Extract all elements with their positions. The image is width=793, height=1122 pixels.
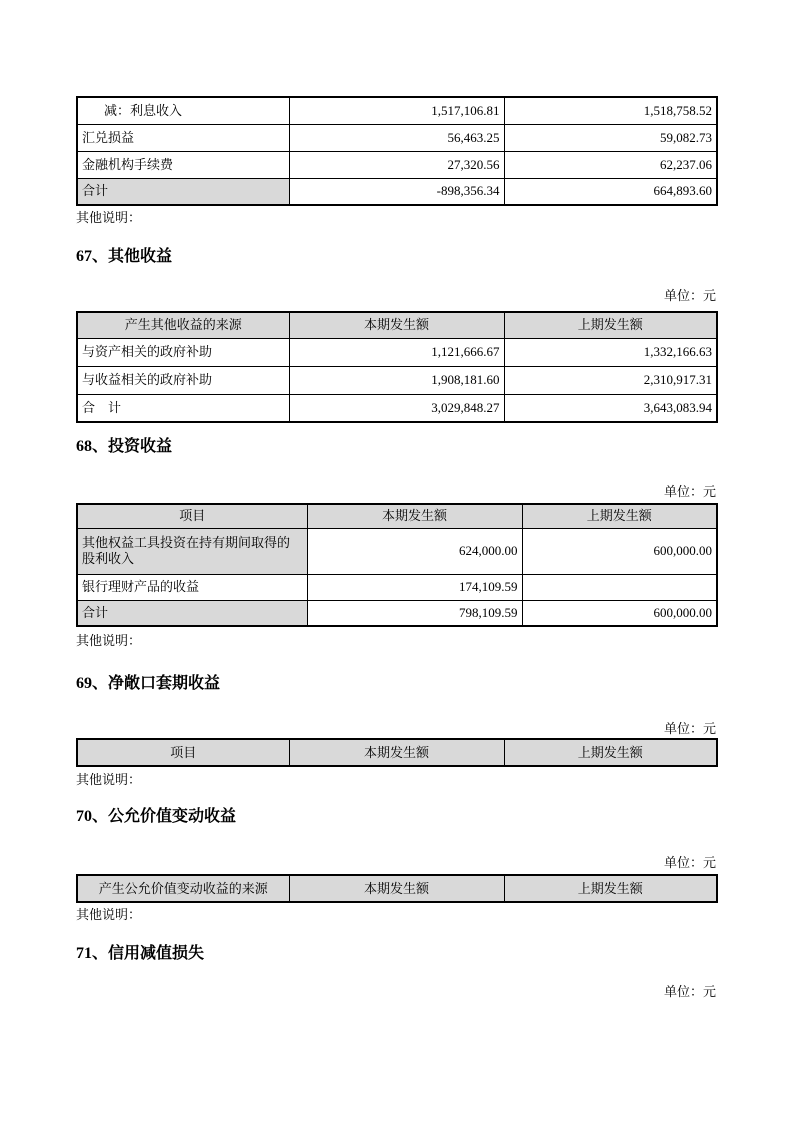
- current-amount: 798,109.59: [307, 600, 522, 626]
- row-label: 合计: [77, 600, 307, 626]
- current-amount: 1,121,666.67: [289, 338, 504, 366]
- column-header: 本期发生额: [307, 504, 522, 528]
- total-row: [77, 600, 717, 626]
- table-row: [77, 338, 717, 366]
- column-header: 上期发生额: [504, 875, 717, 902]
- previous-amount: 664,893.60: [504, 178, 717, 205]
- current-amount: 174,109.59: [307, 574, 522, 600]
- column-header: 本期发生额: [289, 739, 504, 766]
- investment-income-table: [76, 503, 718, 627]
- column-header: 上期发生额: [504, 312, 717, 338]
- previous-amount: 1,518,758.52: [504, 97, 717, 124]
- previous-amount: 62,237.06: [504, 151, 717, 178]
- current-amount: 1,517,106.81: [289, 97, 504, 124]
- previous-amount: 2,310,917.31: [504, 366, 717, 394]
- unit-label: 单位：元: [663, 984, 716, 999]
- unit-label: 单位：元: [663, 484, 716, 499]
- previous-amount: [522, 574, 717, 600]
- previous-amount: 3,643,083.94: [504, 394, 717, 422]
- row-label: 金融机构手续费: [77, 151, 289, 178]
- section-71-heading: 71、信用减值损失: [76, 945, 205, 962]
- current-amount: 27,320.56: [289, 151, 504, 178]
- row-label: 合 计: [77, 394, 289, 422]
- header-row: [77, 875, 717, 902]
- unit-label: 单位：元: [663, 288, 716, 303]
- financial-expense-table: [76, 96, 718, 206]
- current-amount: 624,000.00: [307, 528, 522, 574]
- table-row: [77, 151, 717, 178]
- unit-label: 单位：元: [663, 721, 716, 736]
- row-label: 减：利息收入: [77, 97, 289, 124]
- other-notes-label: 其他说明：: [76, 772, 142, 787]
- column-header: 上期发生额: [504, 739, 717, 766]
- section-68-heading: 68、投资收益: [76, 438, 173, 455]
- section-67-heading: 67、其他收益: [76, 248, 173, 265]
- column-header: 项目: [77, 739, 289, 766]
- row-label: 与收益相关的政府补助: [77, 366, 289, 394]
- total-row: [77, 394, 717, 422]
- current-amount: 3,029,848.27: [289, 394, 504, 422]
- row-label: 其他权益工具投资在持有期间取得的股利收入: [77, 528, 307, 574]
- previous-amount: 1,332,166.63: [504, 338, 717, 366]
- previous-amount: 59,082.73: [504, 124, 717, 151]
- other-notes-label: 其他说明：: [76, 633, 142, 648]
- other-notes-label: 其他说明：: [76, 907, 142, 922]
- previous-amount: 600,000.00: [522, 528, 717, 574]
- table-row: [77, 366, 717, 394]
- column-header: 上期发生额: [522, 504, 717, 528]
- total-row: [77, 178, 717, 205]
- column-header: 产生其他收益的来源: [77, 312, 289, 338]
- current-amount: -898,356.34: [289, 178, 504, 205]
- fair-value-change-table: [76, 874, 718, 903]
- row-label: 合计: [77, 178, 289, 205]
- previous-amount: 600,000.00: [522, 600, 717, 626]
- header-row: [77, 739, 717, 766]
- current-amount: 1,908,181.60: [289, 366, 504, 394]
- row-label: 与资产相关的政府补助: [77, 338, 289, 366]
- table-row: [77, 574, 717, 600]
- table-row: [77, 528, 717, 574]
- column-header: 项目: [77, 504, 307, 528]
- other-income-table: [76, 311, 718, 423]
- section-70-heading: 70、公允价值变动收益: [76, 808, 237, 825]
- unit-label: 单位：元: [663, 855, 716, 870]
- column-header: 产生公允价值变动收益的来源: [77, 875, 289, 902]
- table-row: [77, 97, 717, 124]
- header-row: [77, 312, 717, 338]
- table-row: [77, 124, 717, 151]
- column-header: 本期发生额: [289, 312, 504, 338]
- row-label: 银行理财产品的收益: [77, 574, 307, 600]
- current-amount: 56,463.25: [289, 124, 504, 151]
- section-69-heading: 69、净敞口套期收益: [76, 675, 221, 692]
- row-label: 汇兑损益: [77, 124, 289, 151]
- header-row: [77, 504, 717, 528]
- page-content: [76, 96, 716, 999]
- net-exposure-hedge-table: [76, 738, 718, 767]
- column-header: 本期发生额: [289, 875, 504, 902]
- other-notes-label: 其他说明：: [76, 210, 142, 225]
